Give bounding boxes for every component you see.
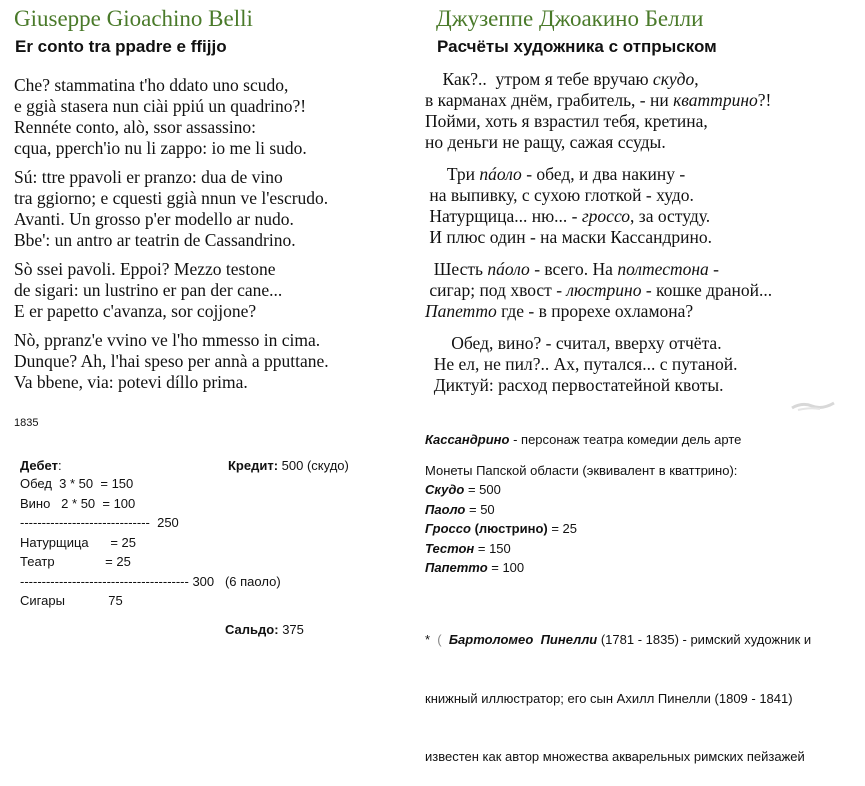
italian-line: Sò ssei pavoli. Eppoi? Mezzo testone — [14, 259, 276, 279]
italian-line: Avanti. Un grosso p'er modello ar nudo. — [14, 209, 294, 229]
russian-poem — [425, 69, 772, 407]
russian-title: Расчёты художника с отпрыском — [437, 37, 717, 56]
italian-line: e ggià stasera nun ciài ppiú un quadrino?! — [14, 96, 307, 116]
coins-header: Монеты Папской области (эквивалент в кваттрино): — [425, 463, 738, 478]
italian-line: E er papetto c'avanza, sor cojjone? — [14, 301, 257, 321]
russian-stanza — [425, 333, 772, 396]
pinelli-line1-text: (1781 - 1835) - римский художник и — [597, 632, 812, 647]
pinelli-line-3: известен как автор множества акварельных римских пейзажей — [425, 749, 805, 764]
russian-line: И плюс один - на маски Кассандрино. — [425, 227, 712, 247]
coins-list — [425, 480, 577, 578]
balance-value: 375 — [282, 622, 304, 637]
coin-row: Тестон = 150 — [425, 540, 511, 556]
pinelli-name: Бартоломео Пинелли — [448, 632, 598, 647]
italian-author: Giuseppe Gioachino Belli — [14, 6, 253, 31]
ledger-row: --------------------------------------- 300 (6 паоло) — [20, 573, 281, 589]
pinelli-line-1: * ( Бартоломео Пинелли (1781 - 1835) - римский художник и — [425, 632, 812, 647]
russian-stanza — [425, 259, 772, 322]
russian-line: в карманах днём, грабитель, - ни кваттрино?! — [425, 90, 772, 110]
balance-line — [225, 620, 304, 640]
russian-line: Пойми, хоть я взрастил тебя, кретина, — [425, 111, 708, 131]
russian-line: Диктуй: расход первостатейной квоты. — [425, 375, 724, 395]
italian-line: Nò, ppranz'e vvino ve l'ho mmesso in cima. — [14, 330, 321, 350]
coin-row: Гроссо (люстрино) = 25 — [425, 521, 578, 536]
ledger-rows — [20, 474, 281, 611]
russian-line: Папетто где - в прорехе охламона? — [425, 301, 694, 321]
coin-row: Паоло = 50 — [425, 501, 495, 517]
ledger-row: Сигары 75 — [20, 593, 123, 608]
russian-line: Три пáоло - обед, и два накину - — [425, 164, 686, 184]
italian-stanza — [14, 330, 329, 393]
debit-label-text: Дебет — [20, 458, 58, 473]
italian-stanza — [14, 259, 329, 322]
russian-line: Не ел, не пил?.. Ах, путался... с путаной. — [425, 354, 738, 374]
italian-line: Bbe': un antro ar teatrin de Cassandrino. — [14, 230, 296, 250]
italian-line: Va bbene, via: potevi díllo prima. — [14, 372, 248, 392]
cassandrino-text: - персонаж театра комедии дель арте — [509, 432, 742, 447]
russian-stanza — [425, 69, 772, 153]
italian-line: cqua, pperch'io nu li zappo: io me li sudo. — [14, 138, 307, 158]
ledger-row: Натурщица = 25 — [20, 534, 136, 550]
italian-stanza — [14, 75, 329, 159]
balance-label: Сальдо: — [225, 622, 279, 637]
poem-year: 1835 — [14, 417, 39, 429]
italian-stanza — [14, 167, 329, 251]
coin-row: Папетто = 100 — [425, 560, 525, 575]
credit-label: Кредит: — [228, 458, 279, 473]
russian-line: но деньги не ращу, сажая ссуды. — [425, 132, 666, 152]
ledger-row: Обед 3 * 50 = 150 — [20, 476, 134, 491]
italian-poem — [14, 75, 329, 401]
credit-value: 500 (скудо) — [281, 458, 349, 473]
ledger-row: ------------------------------ 250 — [20, 515, 179, 530]
italian-line: Che? stammatina t'ho ddato uno scudo, — [14, 75, 289, 95]
italian-line: de sigari: un lustrino er pan der cane... — [14, 280, 283, 300]
russian-line: сигар; под хвост - люстрино - кошке драной... — [425, 280, 773, 300]
italian-line: Dunque? Ah, l'hai speso per annà a pputtane. — [14, 351, 329, 371]
pinelli-star: * — [425, 632, 431, 647]
pinelli-line-2: книжный иллюстратор; его сын Ахилл Пинелли (1809 - 1841) — [425, 690, 793, 706]
russian-line: Натурщица... ню... - гроссо, за остуду. — [425, 206, 711, 226]
russian-line: Обед, вино? - считал, вверху отчёта. — [425, 333, 722, 353]
russian-line: Как?.. утром я тебе вручаю скудо, — [425, 69, 699, 89]
debit-label: Дебет: — [20, 458, 62, 473]
italian-line: Sú: ttre ppavoli er pranzo: dua de vino — [14, 167, 283, 187]
credit-line — [228, 456, 349, 476]
smudge-mark — [790, 398, 836, 412]
russian-line: Шесть пáоло - всего. На полтестона - — [425, 259, 719, 279]
cassandrino-term: Кассандрино — [425, 432, 510, 447]
italian-title: Er conto tra ppadre e ffijjo — [15, 37, 227, 56]
italian-line: Rennéte conto, alò, ssor assassino: — [14, 117, 257, 137]
italian-line: tra ggiorno; e cquesti ggià nnun ve l'escrudo. — [14, 188, 329, 208]
russian-line: на выпивку, с сухою глоткой - худо. — [425, 185, 694, 205]
ledger-row: Вино 2 * 50 = 100 — [20, 495, 136, 511]
ledger-row: Театр = 25 — [20, 554, 131, 569]
coin-row: Скудо = 500 — [425, 482, 501, 497]
russian-stanza — [425, 164, 772, 248]
cassandrino-note — [425, 430, 741, 450]
pinelli-note — [425, 591, 811, 786]
russian-author: Джузеппе Джоакино Белли — [436, 6, 704, 31]
